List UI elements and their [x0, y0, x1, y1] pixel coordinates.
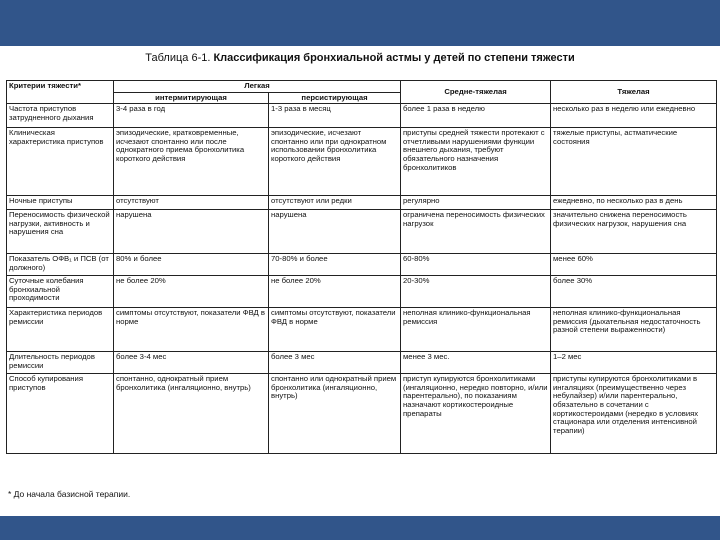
intermittent-cell: нарушена: [114, 210, 269, 254]
persistent-cell: спонтанно или однократный прием бронхолитика (ингаляционно, внутрь): [269, 374, 401, 454]
moderate-cell: регулярно: [401, 196, 551, 210]
moderate-cell: ограничена переносимость физических нагрузок: [401, 210, 551, 254]
table-row: [7, 254, 717, 276]
caption-prefix: Таблица 6-1.: [145, 52, 211, 64]
moderate-cell: приступ купируются бронхолитиками (ингаляционно, нередко повторно, и/или парентерально), по показаниям назначают кортикостероидные препараты: [401, 374, 551, 454]
moderate-cell: 20-30%: [401, 276, 551, 308]
criterion-cell: Ночные приступы: [7, 196, 114, 210]
top-background-band: [0, 0, 720, 46]
severe-cell: неполная клинико-функциональная ремиссия (дыхательная недостаточность разной степени выраженности): [551, 308, 717, 352]
criterion-cell: Способ купирования приступов: [7, 374, 114, 454]
severe-cell: несколько раз в неделю или ежедневно: [551, 104, 717, 128]
table-row: [7, 276, 717, 308]
moderate-cell: менее 3 мес.: [401, 352, 551, 374]
table-row: [7, 128, 717, 196]
intermittent-cell: 80% и более: [114, 254, 269, 276]
persistent-cell: 70-80% и более: [269, 254, 401, 276]
criterion-cell: Переносимость физической нагрузки, активность и нарушения сна: [7, 210, 114, 254]
intermittent-cell: 3-4 раза в год: [114, 104, 269, 128]
document-sheet: [0, 46, 720, 516]
severity-classification-table: [6, 80, 717, 454]
criterion-cell: Характеристика периодов ремиссии: [7, 308, 114, 352]
intermittent-cell: не более 20%: [114, 276, 269, 308]
intermittent-cell: спонтанно, однократный прием бронхолитика (ингаляционно, внутрь): [114, 374, 269, 454]
header-intermittent: интермитирующая: [114, 92, 269, 104]
criterion-cell: Суточные колебания бронхиальной проходимости: [7, 276, 114, 308]
intermittent-cell: отсутствуют: [114, 196, 269, 210]
moderate-cell: неполная клинико-функциональная ремиссия: [401, 308, 551, 352]
moderate-cell: более 1 раза в неделю: [401, 104, 551, 128]
header-light: Легкая: [114, 81, 401, 93]
persistent-cell: 1-3 раза в месяц: [269, 104, 401, 128]
table-row: [7, 196, 717, 210]
criterion-cell: Частота приступов затрудненного дыхания: [7, 104, 114, 128]
header-moderate: Средне-тяжелая: [401, 81, 551, 104]
header-persistent: персистирующая: [269, 92, 401, 104]
severe-cell: значительно снижена переносимость физических нагрузок, нарушения сна: [551, 210, 717, 254]
persistent-cell: не более 20%: [269, 276, 401, 308]
severe-cell: менее 60%: [551, 254, 717, 276]
intermittent-cell: более 3-4 мес: [114, 352, 269, 374]
moderate-cell: приступы средней тяжести протекают с отчетливыми нарушениями функции внешнего дыхания, требуют обязательного назначения бронхолитиков: [401, 128, 551, 196]
header-criteria: Критерии тяжести*: [7, 81, 114, 104]
table-row: [7, 308, 717, 352]
severe-cell: ежедневно, по несколько раз в день: [551, 196, 717, 210]
intermittent-cell: эпизодические, кратковременные, исчезают спонтанно или после однократного приема бронхолитика короткого действия: [114, 128, 269, 196]
footnote: * До начала базисной терапии.: [8, 489, 131, 499]
persistent-cell: симптомы отсутствуют, показатели ФВД в норме: [269, 308, 401, 352]
severe-cell: более 30%: [551, 276, 717, 308]
header-severe: Тяжелая: [551, 81, 717, 104]
criterion-cell: Длительность периодов ремиссии: [7, 352, 114, 374]
persistent-cell: отсутствуют или редки: [269, 196, 401, 210]
table-row: [7, 352, 717, 374]
persistent-cell: эпизодические, исчезают спонтанно или при однократном использовании бронхолитика короткого действия: [269, 128, 401, 196]
persistent-cell: нарушена: [269, 210, 401, 254]
table-caption: [0, 52, 720, 64]
criterion-cell: Клиническая характеристика приступов: [7, 128, 114, 196]
intermittent-cell: симптомы отсутствуют, показатели ФВД в норме: [114, 308, 269, 352]
criterion-cell: Показатель ОФВ₁ и ПСВ (от должного): [7, 254, 114, 276]
caption-title: Классификация бронхиальной астмы у детей по степени тяжести: [213, 52, 575, 64]
severe-cell: тяжелые приступы, астматические состояния: [551, 128, 717, 196]
persistent-cell: более 3 мес: [269, 352, 401, 374]
moderate-cell: 60-80%: [401, 254, 551, 276]
severe-cell: приступы купируются бронхолитиками в ингаляциях (преимущественно через небулайзер) и/или парентерально, обязательно в сочетании с кортикостероидами (нередко в условиях стационара или отделения интенсивной терапии): [551, 374, 717, 454]
severe-cell: 1–2 мес: [551, 352, 717, 374]
table-row: [7, 374, 717, 454]
bottom-background-band: [0, 516, 720, 540]
table-row: [7, 210, 717, 254]
table-row: [7, 104, 717, 128]
